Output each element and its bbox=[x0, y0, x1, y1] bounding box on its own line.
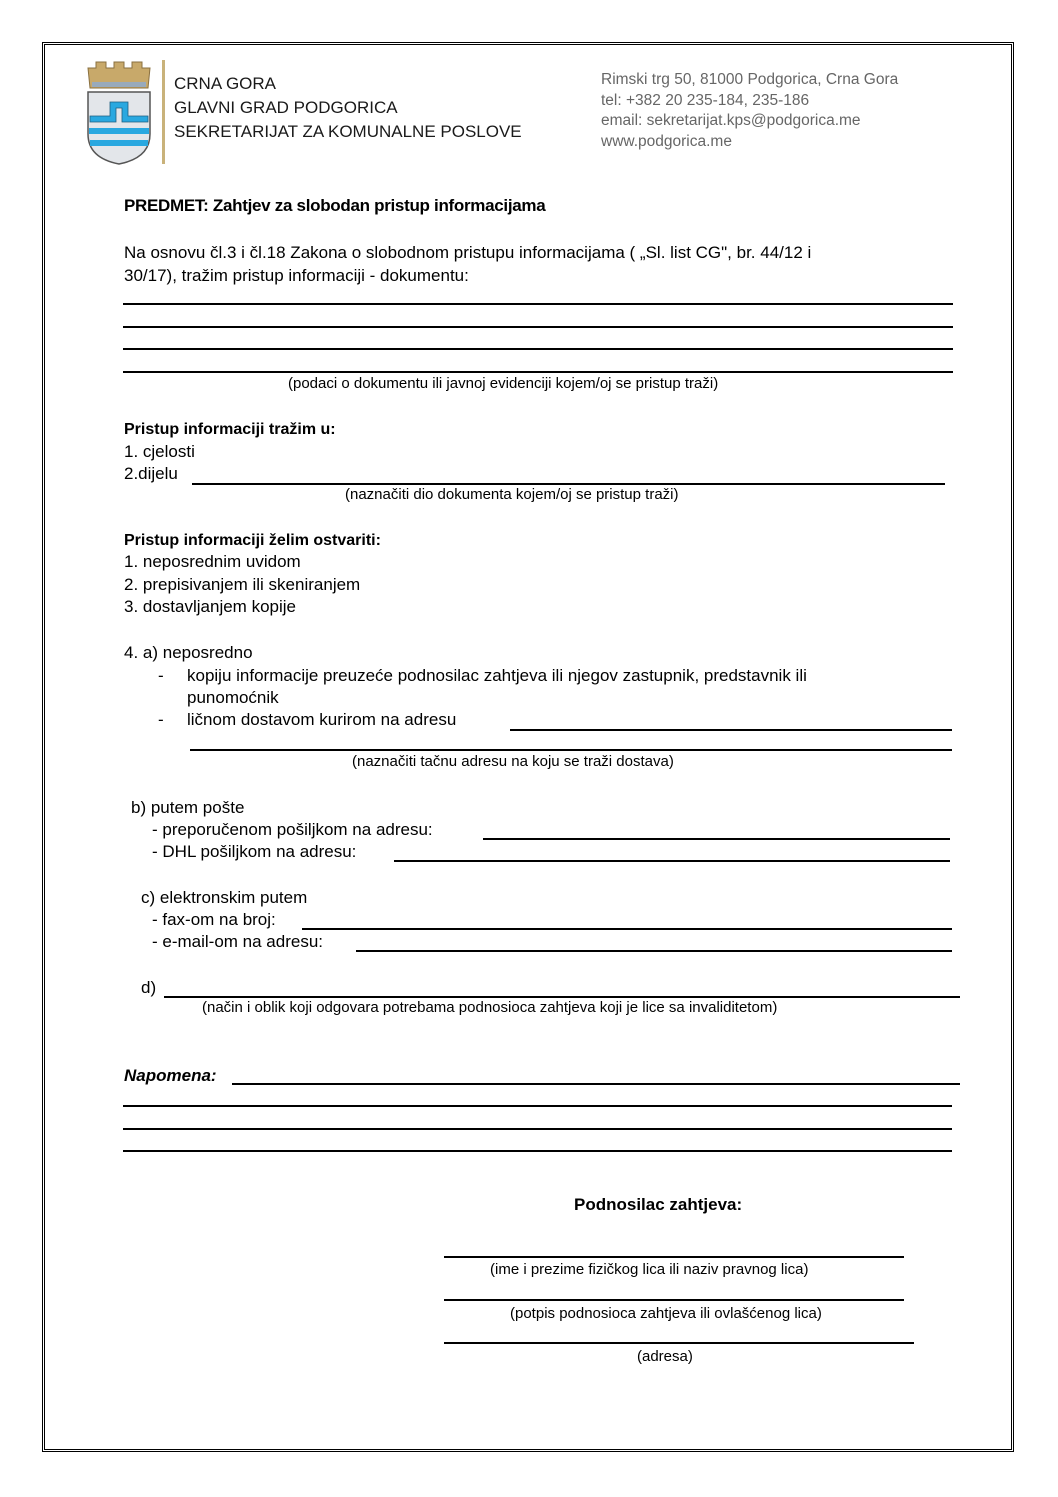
remark-line-1[interactable] bbox=[232, 1083, 960, 1085]
dash-bullet: - bbox=[158, 666, 164, 685]
applicant-heading: Podnosilac zahtjeva: bbox=[574, 1195, 743, 1214]
form-title: PREDMET: Zahtjev za slobodan pristup informacijama bbox=[124, 196, 546, 215]
organization-block bbox=[174, 72, 522, 144]
document-field-line-3[interactable] bbox=[123, 348, 953, 350]
method-option-4c[interactable]: c) elektronskim putem bbox=[141, 888, 308, 907]
method-option-copying[interactable]: 2. prepisivanjem ili skeniranjem bbox=[124, 575, 361, 594]
method-option-4a[interactable]: 4. a) neposredno bbox=[124, 643, 253, 662]
applicant-signature-line[interactable] bbox=[444, 1299, 904, 1301]
option-4a-pickup-line2: punomoćnik bbox=[187, 688, 279, 707]
contact-email: email: sekretarijat.kps@podgorica.me bbox=[601, 112, 861, 129]
applicant-address-note: (adresa) bbox=[637, 1348, 693, 1365]
courier-address-note: (naznačiti tačnu adresu na koju se traži dostava) bbox=[352, 753, 674, 770]
document-field-note: (podaci o dokumentu ili javnoj evidenciji kojem/oj se pristup traži) bbox=[288, 375, 719, 392]
contact-block bbox=[601, 70, 898, 152]
option-4c-fax[interactable]: - fax-om na broj: bbox=[152, 910, 276, 929]
intro-paragraph bbox=[124, 241, 944, 287]
section-scope-heading: Pristup informaciji tražim u: bbox=[124, 421, 336, 438]
intro-line-1: Na osnovu čl.3 i čl.18 Zakona o slobodnom pristupu informacijama ( „Sl. list CG", br. 44/12 i bbox=[124, 243, 812, 262]
option-4c-email[interactable]: - e-mail-om na adresu: bbox=[152, 932, 324, 951]
courier-address-line-1[interactable] bbox=[510, 729, 952, 731]
fax-number-line[interactable] bbox=[302, 928, 952, 930]
option-4b-dhl[interactable]: - DHL pošiljkom na adresu: bbox=[152, 842, 357, 861]
scope-option-part[interactable]: 2.dijelu bbox=[124, 464, 178, 483]
document-field-line-2[interactable] bbox=[123, 326, 953, 328]
remark-line-4[interactable] bbox=[123, 1150, 952, 1152]
dhl-address-line[interactable] bbox=[394, 860, 950, 862]
disability-method-note: (način i oblik koji odgovara potrebama podnosioca zahtjeva koji je lice sa invaliditetom) bbox=[202, 999, 778, 1016]
intro-line-2: 30/17), tražim pristup informaciji - dokumentu: bbox=[124, 266, 469, 285]
remark-line-2[interactable] bbox=[123, 1105, 952, 1107]
method-option-4b[interactable]: b) putem pošte bbox=[131, 798, 245, 817]
document-field-line-4[interactable] bbox=[123, 371, 953, 373]
document-field-line-1[interactable] bbox=[123, 303, 953, 305]
contact-phone: tel: +382 20 235-184, 235-186 bbox=[601, 91, 810, 109]
section-method-heading: Pristup informaciji želim ostvariti: bbox=[124, 532, 381, 549]
option-4b-registered[interactable]: - preporučenom pošiljkom na adresu: bbox=[152, 820, 433, 839]
courier-address-line-2[interactable] bbox=[190, 749, 952, 751]
contact-address: Rimski trg 50, 81000 Podgorica, Crna Gora bbox=[601, 71, 899, 88]
applicant-address-line[interactable] bbox=[444, 1342, 914, 1344]
method-option-copy-delivery[interactable]: 3. dostavljanjem kopije bbox=[124, 597, 296, 616]
registered-address-line[interactable] bbox=[483, 838, 950, 840]
applicant-name-note: (ime i prezime fizičkog lica ili naziv pravnog lica) bbox=[490, 1261, 809, 1278]
applicant-name-line[interactable] bbox=[444, 1256, 904, 1258]
option-4a-pickup-line1[interactable]: kopiju informacije preuzeće podnosilac zahtjeva ili njegov zastupnik, predstavnik ili bbox=[187, 666, 807, 685]
applicant-signature-note: (potpis podnosioca zahtjeva ili ovlašćenog lica) bbox=[510, 1305, 822, 1322]
remark-label: Napomena: bbox=[124, 1066, 217, 1085]
scope-option-whole[interactable]: 1. cjelosti bbox=[124, 442, 195, 461]
org-department: SEKRETARIJAT ZA KOMUNALNE POSLOVE bbox=[174, 122, 522, 141]
contact-website: www.podgorica.me bbox=[601, 132, 732, 150]
coat-of-arms-icon bbox=[84, 58, 154, 166]
method-option-4d[interactable]: d) bbox=[141, 978, 157, 997]
header-divider bbox=[162, 60, 165, 164]
scope-part-note: (naznačiti dio dokumenta kojem/oj se pristup traži) bbox=[345, 486, 679, 503]
scope-part-field-line[interactable] bbox=[192, 483, 945, 485]
dash-bullet: - bbox=[158, 710, 164, 729]
remark-line-3[interactable] bbox=[123, 1128, 952, 1130]
org-country: CRNA GORA bbox=[174, 74, 277, 93]
org-city: GLAVNI GRAD PODGORICA bbox=[174, 98, 398, 117]
disability-method-line[interactable] bbox=[164, 996, 960, 998]
method-option-inspection[interactable]: 1. neposrednim uvidom bbox=[124, 552, 301, 571]
option-4a-courier[interactable]: ličnom dostavom kurirom na adresu bbox=[187, 710, 457, 729]
email-address-line[interactable] bbox=[356, 950, 952, 952]
